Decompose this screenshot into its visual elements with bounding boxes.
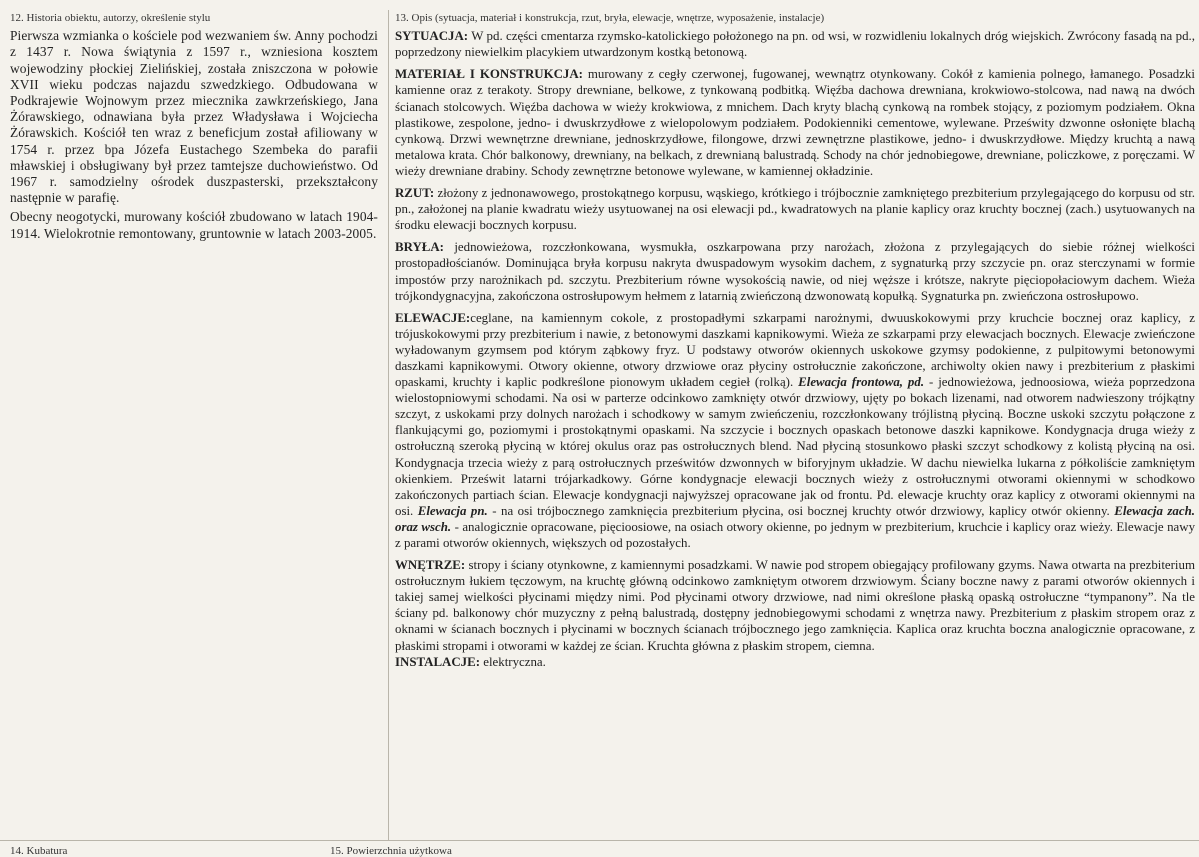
rzut-paragraph (395, 185, 1195, 233)
wnetrze-label: WNĘTRZE: (395, 558, 466, 573)
footer-divider (0, 840, 1199, 841)
bryla-label: BRYŁA: (395, 240, 444, 255)
section-12-header: 12. Historia obiektu, autorzy, określenie stylu (10, 12, 211, 24)
rzut-text: złożony z jednonawowego, prostokątnego korpusu, wąskiego, krótkiego i trójbocznie zamkniętego prezbiterium przylegającego do korpusu od str. pn., założonej na planie kwadratu wieży usytuowanej na osi elewacji pd., kwadratowych na planie kaplicy oraz kruchty bocznej (zach.) usytuowanych na środku elewacji bocznych korpusu. (395, 186, 1195, 233)
bryla-text: jednowieżowa, rozczłonkowana, wysmukła, oszkarpowana przy narożach, złożona z przylegających do siebie różnej wielkości prostopadłościanów. Dominująca bryła korpusu nakryta dwuspadowym wysokim dachem, z sygnaturką przy szczycie pn. oraz sterczynami w formie impostów przy narożnikach pd. szczytu. Prezbiterium równe wysokością nawie, od niej węższe i krótsze, nakryte pięciopołaciowym dachem. Wieża trójkondygnacyjna, zakończona ostrosłupowym hełmem z latarnią zwieńczoną dzwonowatą kopułką. Sygnaturka pn. zwieńczona ostrosłupowo. (395, 240, 1195, 303)
instalacje-text: elektryczna. (480, 654, 546, 669)
elewacje-paragraph (395, 310, 1195, 551)
sytuacja-label: SYTUACJA: (395, 29, 469, 44)
elewacje-text-2: - jednowieżowa, jednoosiowa, wieża poprzedzona wielostopniowymi schodami. Na osi w parterze odcinkowo zamknięty otwór drzwiowy, ujęty po bokach lizenami, nad otworem nadwieszony trójkątny szczyt, z uskokami przy dolnych narożach i schodkowy w samym zwieńczeniu, rozczłonkowany trójlistną płyciną. Boczne uskoki szczytu połączone z flankującymi go, poziomymi i prostokątnymi opaskami. Na szczycie i bocznych opaskach betonowe daszki kapnikowe. Kondygnacja druga wieży z ostrołuczną szeroką płyciną w której okulus oraz pas ostrołucznych blend. Nad płyciną stosunkowo płaski szczyt schodkowy z kolistą płyciną na osi. Kondygnacja trzecia wieży z parą ostrołucznych prześwitów dzwonnych w biforyjnym układzie. W dachu niewielka lukarna z półkoliście zamkniętym okienkiem. Prześwit latarni trójarkadkowy. Górne kondygnacje elewacji bocznych wieży z ostrołucznymi otworami okiennymi w schodkowo zakończonych partiach ścian. Elewacje kondygnacji najwyższej opracowane jak od frontu. Pd. elewacje kruchty oraz kaplicy z otworami okiennymi na osi. (395, 375, 1195, 518)
elewacje-text-4: - analogicznie opracowane, pięcioosiowe, na osiach otwory okienne, po jednym w prezbiterium, kruchcie i kaplicy oraz wieży. Elewacje nawy z parami otworów okiennych, większych od pozostałych. (395, 519, 1196, 550)
elewacje-label: ELEWACJE: (395, 310, 471, 325)
elewacja-frontowa-label: Elewacja frontowa, pd. (798, 375, 925, 390)
sytuacja-paragraph (395, 28, 1195, 60)
history-paragraph-1: Pierwsza wzmianka o kościele pod wezwaniem św. Anny pochodzi z 1437 r. Nowa świątynia z 1597 r., wzniesiona kosztem wojewodziny płockiej Zielińskiej, została zniszczona w połowie XVII wieku podczas najazdu szwedzkiego. Odbudowana w Podkrajewie Wojnowym przez miecznika zawkrzeńskiego, Jana Żórawskiego, odnawiana była przez Władysława i Wojciecha Żórawskich. Kościół ten wraz z beneficjum został afiliowany w 1754 r. przez bpa Józefa Eustachego Szembeka do parafii mławskiej i obsługiwany był przez tamtejsze duchowieństwo. Od 1967 r. samodzielny ośrodek duszpasterski, przekształcony następnie w parafię. (10, 28, 378, 206)
section-13-header: 13. Opis (sytuacja, materiał i konstrukcja, rzut, bryła, elewacje, wnętrze, wyposażenie, instalacje) (395, 12, 825, 24)
bryla-paragraph (395, 239, 1195, 303)
material-label: MATERIAŁ I KONSTRUKCJA: (395, 67, 583, 82)
column-divider (388, 10, 389, 840)
rzut-label: RZUT: (395, 186, 435, 201)
section-14-header: 14. Kubatura (10, 845, 68, 857)
section-12-history (10, 12, 378, 245)
material-text: murowany z cegły czerwonej, fugowanej, wewnątrz otynkowany. Cokół z kamienia polnego, łamanego. Posadzki kamienne oraz z terakoty. Stropy drewniane, belkowe, z tynkowaną podbitką. Więźba dachowa drewniana, krokwiowo-stolcowa, nad nawą na dwóch ścianach stolcowych. Więźba dachowa w wieży krokwiowa, z mnichem. Dach kryty blachą cynkową na rombek stojący, z poziomym podziałem. Okna plastikowe, zespolone, jedno- i dwuskrzydłowe z wielopolowym podziałem. Podokienniki cementowe, wylewane. Prześwity dzwonne osłonięte blachą cynkową. Drzwi wewnętrzne drewniane, jednoskrzydłowe, filongowe, drzwi zewnętrzne plastikowe, jedno- i dwuskrzydłowe. Między kruchtą a nawą metalowa krata. Chór balkonowy, drewniany, na belkach, z drewnianą balustradą. Schody na chór jednobiegowe, drewniane, policzkowe, z poręczami. W wieży drewniane drabiny. Schody zewnętrzne betonowe wylewane, w kamiennej okładzinie. (395, 67, 1195, 178)
instalacje-paragraph (395, 654, 1195, 670)
material-paragraph (395, 66, 1195, 179)
sytuacja-text: W pd. części cmentarza rzymsko-katolickiego położonego na pn. od wsi, w rozwidleniu lokalnych dróg wiejskich. Zwrócony fasadą na pd., poprzedzony niewielkim placykiem utwardzonym kostką betonową. (395, 29, 1195, 60)
elewacje-text-1: ceglane, na kamiennym cokole, z prostopadłymi szkarpami narożnymi, dwuuskokowymi przy kruchcie bocznej oraz kaplicy, z trójuskokowymi przy prezbiterium i nawie, z betonowymi daszkami kapnikowymi. Wieża ze szkarpami przy elewacjach bocznych. Elewacje zwieńczone wyładowanym gzymsem pod którym ząbkowy fryz. U podstawy otworów okiennych uskokowe gzymsy podokienne, z pulpitowymi betonowymi daszkami kapnikowymi. Otwory okienne, otwory drzwiowe oraz płyciny ostrołucznie zakończone, archiwolty okien nawy i prezbiterium z płaskimi opaskami, kruchty i kaplic podkreślone pionowym układem cegieł (rolką). (395, 310, 1195, 390)
section-15-header: 15. Powierzchnia użytkowa (330, 845, 452, 857)
history-paragraph-2: Obecny neogotycki, murowany kościół zbudowano w latach 1904-1914. Wielokrotnie remontowany, gruntownie w latach 2003-2005. (10, 209, 378, 241)
elewacja-zach-wsch-label: Elewacja zach. oraz wsch. (395, 503, 1195, 534)
wnetrze-text: stropy i ściany otynkowne, z kamiennymi posadzkami. W nawie pod stropem obiegający profilowany gzyms. Nawa otwarta na prezbiterium ostrołucznym łukiem tęczowym, na kruchtę główną odcinkowo zamkniętym otworem drzwiowym. Ściany boczne nawy z parami otworów okiennych i takiej samej wielkości płycinami między nimi. Pod płycinami otwory drzwiowe, nad nimi określone płaską opaską ostrołuczne “tympanony”. Na tle ściany pd. balkonowy chór muzyczny z pełną balustradą, dostępny jednobiegowymi schodami z wnętrza nawy. Prezbiterium z płaskim stropem oraz z oknami w ścianach bocznych i płycinami w bocznych ścianach trójbocznego jego zamknięcia. Kaplica oraz kruchta boczna analogicznie opracowane, z płaskimi stropami i otworami w każdej ze ścian. Kruchta główna z płaskim stropem, ciemna. (395, 558, 1195, 653)
elewacje-text-3: - na osi trójbocznego zamknięcia prezbiterium płycina, osi bocznej kruchty otwór drzwiowy, kaplicy otwór okienny. (487, 503, 1115, 518)
elewacja-pn-label: Elewacja pn. (417, 503, 488, 518)
instalacje-label: INSTALACJE: (395, 654, 480, 669)
wnetrze-paragraph (395, 557, 1195, 654)
section-13-description (395, 12, 1195, 676)
